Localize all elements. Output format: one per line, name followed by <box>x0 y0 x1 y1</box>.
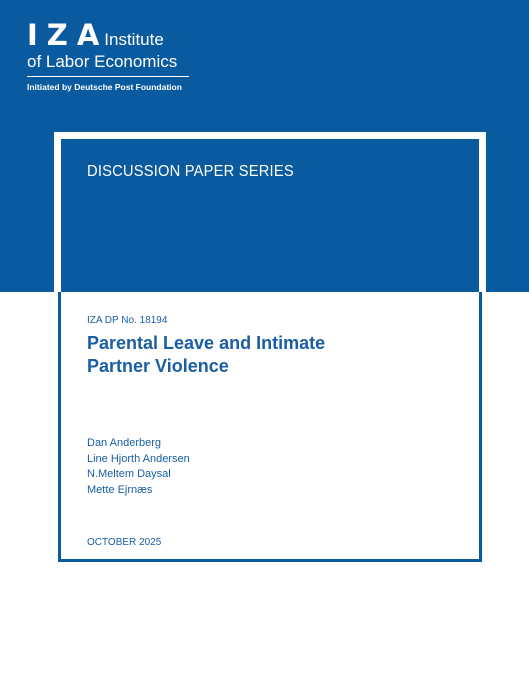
paper-title <box>87 332 325 378</box>
author-name: Mette Ejrnæs <box>87 483 153 496</box>
cover-frame-header <box>61 139 479 292</box>
publication-date: OCTOBER 2025 <box>87 537 162 548</box>
logo-divider <box>27 76 189 77</box>
logo-institute-text: Institute <box>104 30 164 49</box>
logo-labor-economics-text: of Labor Economics <box>27 52 178 71</box>
series-title: DISCUSSION PAPER SERIES <box>87 163 294 180</box>
logo-iza-letters: IZA <box>27 18 109 52</box>
paper-title-line-1: Parental Leave and Intimate <box>87 333 326 353</box>
paper-number: IZA DP No. 18194 <box>87 315 168 326</box>
logo-tagline: Initiated by Deutsche Post Foundation <box>27 82 182 92</box>
author-name: N.Meltem Daysal <box>87 468 171 480</box>
paper-title-line-2: Partner Violence <box>87 356 229 376</box>
author-list <box>87 436 190 498</box>
author-name: Dan Anderberg <box>87 437 161 449</box>
iza-logo <box>27 20 189 92</box>
author-name: Line Hjorth Andersen <box>87 452 190 465</box>
